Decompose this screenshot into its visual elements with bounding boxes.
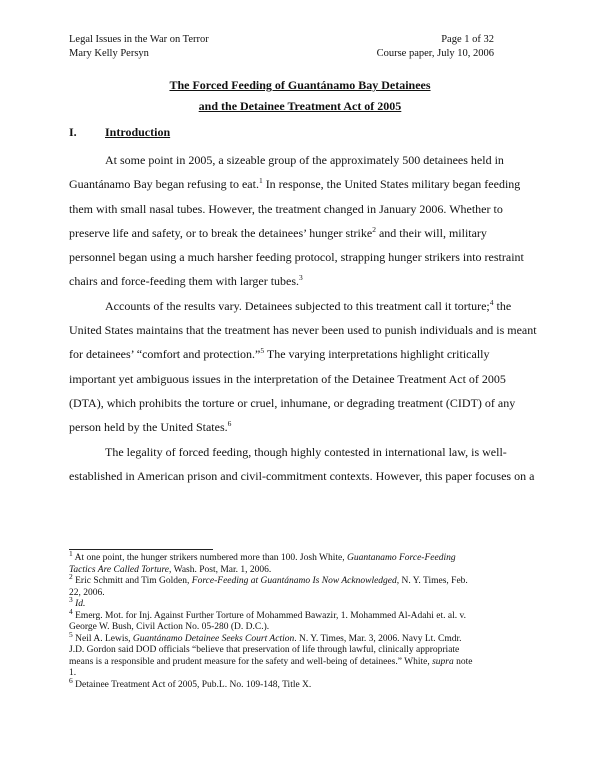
paragraph-line: United States maintains that the treatment has never been used to punish individuals and is meant: [69, 323, 537, 338]
page-number: Page 1 of 32: [441, 34, 494, 45]
paragraph-line: The legality of forced feeding, though highly contested in international law, is well-: [105, 444, 507, 459]
footnote-5: $^5$ Neil A. Lewis, Guantánamo Detainee Seeks Court Action. N. Y. Times, Mar. 3, 2006. Navy Lt. Cmdr.: [69, 629, 462, 644]
paragraph-line: Accounts of the results vary. Detainees subjected to this treatment call it torture;$^4$ the: [105, 297, 512, 313]
footnote-ref[interactable]: 1: [258, 176, 263, 186]
footnote-1: $^1$ At one point, the hunger strikers numbered more than 100. Josh White, Guantanamo Force-Feeding: [69, 548, 456, 563]
paragraph-line: At some point in 2005, a sizeable group of the approximately 500 detainees held in: [105, 153, 504, 167]
footnote-4-cont: George W. Bush, Civil Action No. 05-280 (D. D.C.).: [69, 622, 270, 632]
footnote-2: $^2$ Eric Schmitt and Tim Golden, Force-Feeding at Guantánamo Is Now Acknowledged, N. Y. Times, Feb.: [69, 571, 468, 586]
paragraph-line: personnel began using a much harsher feeding protocol, strapping hunger strikers into restraint: [69, 250, 524, 265]
paragraph-line: preserve life and safety, or to break the detainees’ hunger strike$^2$ and their will, military: [69, 224, 487, 240]
footnote-ref[interactable]: 2: [372, 224, 376, 234]
footnote-ref[interactable]: 4: [489, 297, 494, 307]
paper-title-line1: The Forced Feeding of Guantánamo Bay Detainees: [169, 78, 431, 92]
paragraph-line: Guantánamo Bay began refusing to eat.$^1$ In response, the United States military began feeding: [69, 176, 521, 192]
author-name: Mary Kelly Persyn: [69, 48, 149, 59]
footnote-5-cont: J.D. Gordon said DOD officials “believe that preservation of life through lawful, clinically appropriate: [69, 645, 460, 655]
paragraph-line: them with small nasal tubes. However, the treatment changed in January 2006. Whether to: [69, 201, 503, 216]
footnote-ref[interactable]: 5: [260, 346, 265, 356]
paragraph-line: established in American prison and civil-commitment contexts. However, this paper focuses on a: [69, 468, 535, 483]
footnote-ref[interactable]: 6: [227, 419, 232, 429]
section-number: I.: [69, 125, 77, 139]
course-title: Legal Issues in the War on Terror: [69, 34, 209, 45]
section-heading: [69, 125, 170, 139]
footnote-3: $^3$ Id.: [69, 594, 86, 609]
paragraph-line: important yet ambiguous issues in the interpretation of the Detainee Treatment Act of 2005: [69, 371, 506, 386]
footnote-5-cont: 1.: [69, 668, 77, 678]
footnote-1-cont: Tactics Are Called Torture, Wash. Post, Mar. 1, 2006.: [69, 564, 272, 575]
paragraph-line: (DTA), which prohibits the torture or cruel, inhumane, or degrading treatment (CIDT) of any: [69, 395, 516, 410]
footnote-4: $^4$ Emerg. Mot. for Inj. Against Further Torture of Mohammed Bawazir, 1. Mohammed Al-Adahi et. al. v.: [69, 606, 466, 621]
paper-title-line2: and the Detainee Treatment Act of 2005: [198, 99, 402, 113]
paper-date: Course paper, July 10, 2006: [376, 48, 494, 59]
section-title: Introduction: [105, 125, 171, 139]
running-header-left: [69, 33, 209, 61]
footnote-2-cont: 22, 2006.: [69, 587, 105, 598]
paragraph-line: person held by the United States.$^6$: [69, 419, 232, 435]
paragraph-line: for detainees’ “comfort and protection.”$^5$ The varying interpretations highlight critically: [69, 346, 490, 362]
footnote-ref[interactable]: 3: [299, 273, 303, 283]
footnote-5-cont: means is a responsible and prudent measure for the safety and well-being of detainees.” White, supra note: [69, 656, 473, 667]
running-header-right: [377, 33, 494, 61]
footnote-separator: [69, 549, 213, 550]
body-text: [69, 148, 537, 488]
paragraph-line: chairs and force-feeding them with larger tubes.$^3$: [69, 273, 303, 289]
footnote-6: $^6$ Detainee Treatment Act of 2005, Pub.L. No. 109-148, Title X.: [69, 675, 312, 690]
footnotes: [69, 548, 539, 691]
